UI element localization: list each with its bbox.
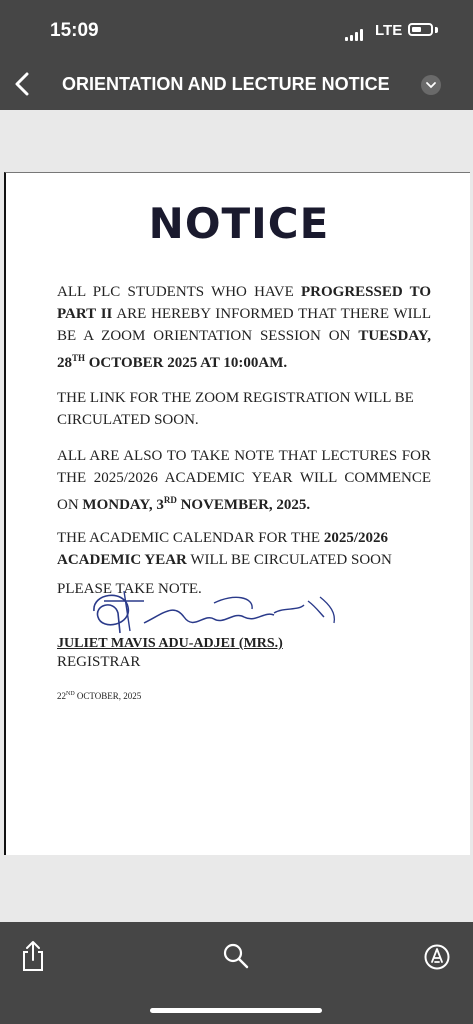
signal-icon: [345, 27, 369, 41]
signer-role: REGISTRAR: [57, 654, 141, 670]
status-bar: [0, 0, 473, 58]
paragraph-orientation: ALL PLC STUDENTS WHO HAVE PROGRESSED TO PART II ARE HEREBY INFORMED THAT THERE WILL BE A ZOOM ORIENTATION SESSION ON TUESDAY, 28TH OCTOBER 2025 AT 10:00AM.: [57, 284, 431, 371]
home-indicator[interactable]: [150, 1008, 322, 1013]
markup-icon[interactable]: [424, 944, 450, 970]
paragraph-zoom-link: THE LINK FOR THE ZOOM REGISTRATION WILL BE CIRCULATED SOON.: [57, 390, 414, 428]
search-icon[interactable]: [222, 942, 250, 970]
nav-title[interactable]: ORIENTATION AND LECTURE NOTICE: [62, 74, 390, 94]
share-icon[interactable]: [20, 940, 46, 972]
network-label: LTE: [375, 22, 403, 39]
battery-tip: [435, 27, 438, 33]
paragraph-take-note: PLEASE TAKE NOTE.: [57, 581, 202, 597]
notice-date: 22ND OCTOBER, 2025: [57, 691, 142, 701]
paragraph-calendar: THE ACADEMIC CALENDAR FOR THE 2025/2026 ACADEMIC YEAR WILL BE CIRCULATED SOON: [57, 530, 392, 568]
status-time: 15:09: [50, 20, 99, 41]
paragraph-lectures: ALL ARE ALSO TO TAKE NOTE THAT LECTURES FOR THE 2025/2026 ACADEMIC YEAR WILL COMMENCE ON MONDAY, 3RD NOVEMBER, 2025.: [57, 448, 431, 513]
chevron-down-icon[interactable]: [421, 75, 441, 95]
signer-name: JULIET MAVIS ADU-ADJEI (MRS.): [57, 636, 283, 651]
battery-icon: [408, 23, 433, 36]
document-page: [4, 172, 470, 855]
chevron-left-icon[interactable]: [14, 72, 30, 96]
notice-heading: NOTICE: [148, 199, 330, 248]
